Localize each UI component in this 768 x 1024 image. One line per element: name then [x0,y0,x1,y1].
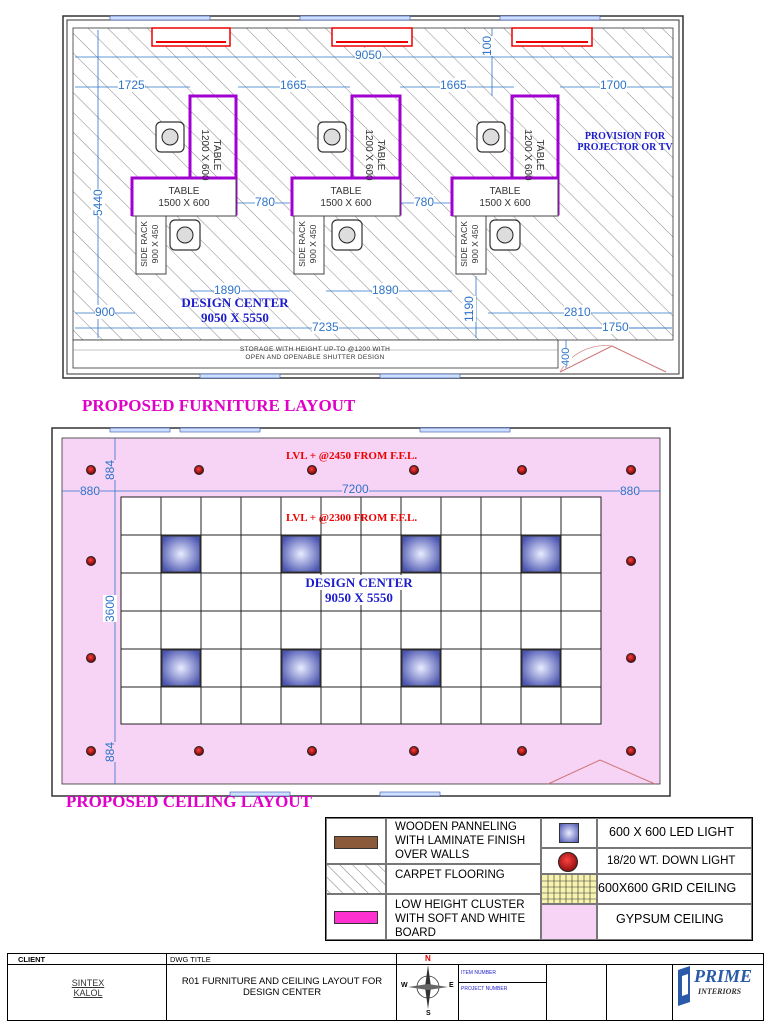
dwg-title-label: DWG TITLE [170,955,211,964]
furniture-layout-title: PROPOSED FURNITURE LAYOUT [82,396,356,415]
drawing-title: R01 FURNITURE AND CEILING LAYOUT FOR DESIGN CENTER [181,976,383,998]
compass-n: N [425,954,431,963]
dim-gap-1: 780 [255,195,276,209]
down-light-swatch [558,852,578,872]
ceiling-layout-title: PROPOSED CEILING LAYOUT [66,792,312,811]
side-rack-3-text: SIDE RACK 900 X 450 [459,221,480,267]
dim-right-low: 2810 [564,305,591,319]
led-light-6 [282,650,320,686]
led-light-7 [402,650,440,686]
side-rack-1-text: SIDE RACK 900 X 450 [139,221,160,267]
ceiling-dim-left: 880 [80,484,101,498]
window-top-1 [110,16,210,20]
dim-storage-depth: 400 [560,347,572,366]
ceiling-dim-mid-vert: 3600 [103,595,117,622]
legend-wood-text: WOODEN PANNELING WITH LAMINATE FINISH OVER WALLS [395,821,526,861]
legend-table [325,817,753,941]
client-label: CLIENT [18,955,46,964]
legend-led-text: 600 X 600 LED LIGHT [609,825,735,839]
dim-mid-2: 1890 [372,283,399,297]
dim-top-4: 1700 [600,78,627,92]
legend-grid-text: 600X600 GRID CEILING [598,881,737,895]
ac-unit-2 [332,28,412,46]
led-light-5 [162,650,200,686]
ceiling-dim-top-vert: 884 [103,459,117,480]
dim-top-1: 1725 [118,78,145,92]
carpet-swatch [327,865,385,893]
dim-left-low: 900 [95,305,116,319]
legend-carpet-text: CARPET FLOORING [395,869,505,881]
item-number-label: ITEM NUMBER [461,970,496,976]
legend-gypsum-text: GYPSUM CEILING [616,912,724,926]
led-light-4 [522,536,560,572]
ceiling-dim-bottom-vert: 884 [103,741,117,762]
ceiling-dim-center: 7200 [342,482,369,496]
led-light-3 [402,536,440,572]
table-long-2-text: TABLE 1200 X 600 [363,129,386,181]
project-number-label: PROJECT NUMBER [461,986,508,992]
dim-vert-low: 1190 [462,296,476,322]
dim-bottom: 7235 [312,320,339,334]
grid-ceiling-swatch [542,875,596,903]
dim-top-offset: 100 [480,35,494,56]
compass-w: W [401,982,408,989]
dim-top-2: 1665 [280,78,307,92]
wood-paneling-swatch [334,836,378,849]
title-block [7,953,764,1021]
dim-gap-2: 780 [414,195,435,209]
compass-s: S [426,1010,431,1017]
table-wide-2-text: TABLE 1500 X 600 [320,186,372,209]
provision-note: PROVISION FOR PROJECTOR OR TV [577,131,673,153]
ac-unit-3 [512,28,592,46]
dim-overall-width: 9050 [355,48,382,62]
logo-sub: INTERIORS [698,987,742,996]
side-rack-2-text: SIDE RACK 900 X 450 [297,221,318,267]
dim-height-left: 5440 [91,189,105,216]
cluster-swatch [334,911,378,924]
dim-bottom-right: 1750 [602,320,629,334]
legend-cluster-text: LOW HEIGHT CLUSTER WITH SOFT AND WHITE BOARD [395,899,526,939]
dim-mid-1: 1890 [214,283,241,297]
level-inner-label: LVL + @2300 FROM F.F.L. [286,512,418,524]
storage-note: STORAGE WITH HEIGHT UP-TO @1200 WITH OPEN AND OPENABLE SHUTTER DESIGN [239,346,391,361]
logo-main: PRIME [694,966,753,986]
legend-downlight-text: 18/20 WT. DOWN LIGHT [607,855,736,867]
furniture-room-label: DESIGN CENTER 9050 X 5550 [181,295,289,325]
ceiling-room-label: DESIGN CENTER 9050 X 5550 [305,575,413,605]
client-name: SINTEX KALOL [71,978,105,998]
led-light-8 [522,650,560,686]
led-light-swatch [559,823,579,843]
ceiling-dim-right: 880 [620,484,641,498]
compass-e: E [449,982,454,989]
table-wide-3-text: TABLE 1500 X 600 [479,186,531,209]
prime-logo-icon [676,966,694,1006]
table-wide-1-text: TABLE 1500 X 600 [158,186,210,209]
led-light-2 [282,536,320,572]
ac-unit-1 [152,28,230,46]
dim-top-3: 1665 [440,78,467,92]
table-long-3-text: TABLE 1200 X 600 [522,129,545,181]
window-top-3 [500,16,600,20]
table-long-1-text: TABLE 1200 X 600 [199,129,222,181]
led-light-1 [162,536,200,572]
window-top-2 [300,16,410,20]
level-outer-label: LVL + @2450 FROM F.F.L. [286,450,418,462]
gypsum-swatch [542,905,596,939]
